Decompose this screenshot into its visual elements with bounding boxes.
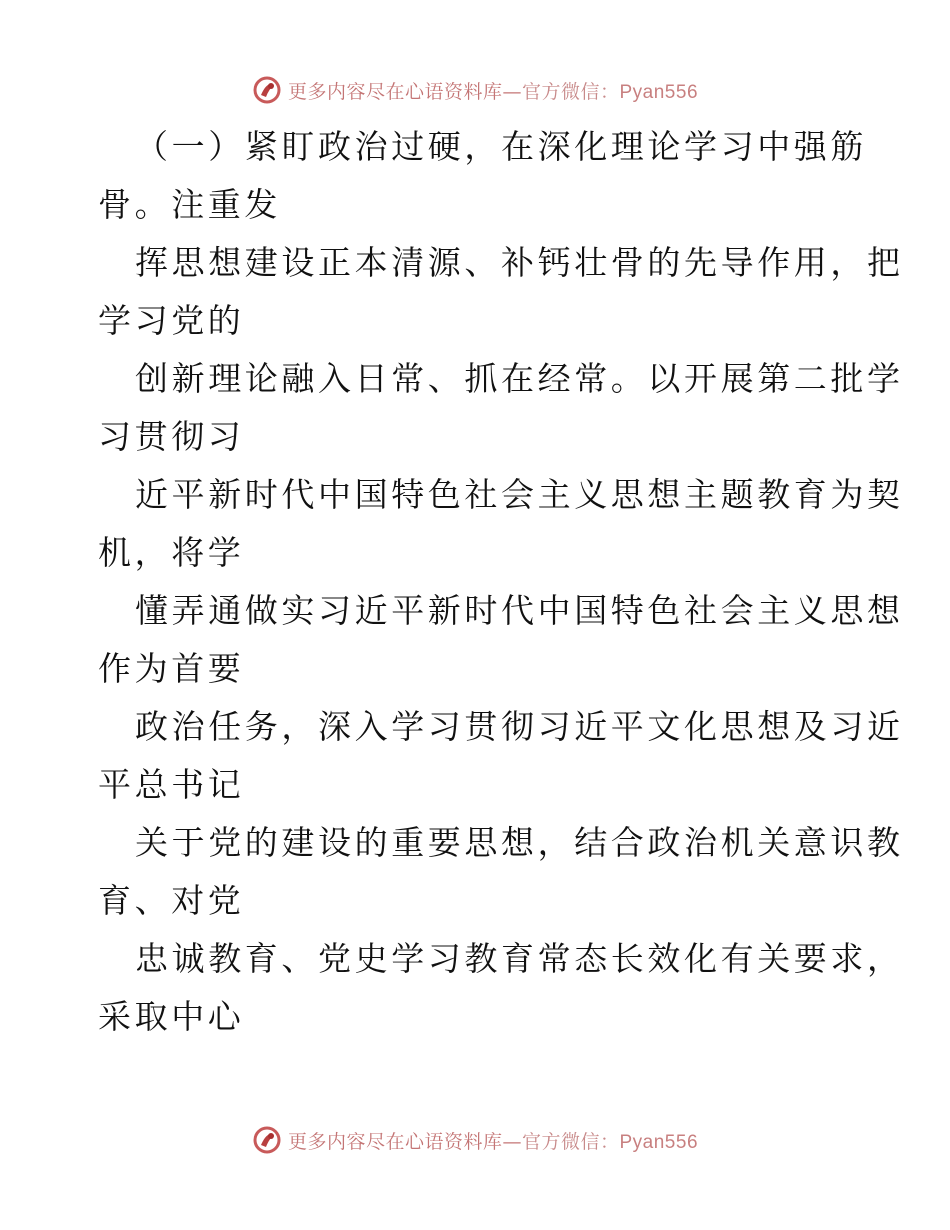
text-line: 关于党的建设的重要思想，结合政治机关意识教 [135, 823, 904, 862]
text-line: 骨。注重发 [98, 185, 281, 224]
text-line: 创新理论融入日常、抓在经常。以开展第二批学 [135, 359, 904, 398]
text-line: 机，将学 [98, 533, 245, 572]
text-line: 挥思想建设正本清源、补钙壮骨的先导作用，把 [135, 243, 904, 282]
text-line: 育、对党 [98, 881, 245, 920]
footer-watermark [0, 1120, 950, 1160]
header-watermark [0, 70, 950, 110]
text-line: 习贯彻习 [98, 417, 245, 456]
text-line: 懂弄通做实习近平新时代中国特色社会主义思想 [135, 591, 904, 630]
watermark-text: 更多内容尽在心语资料库—官方微信：Pyan556 [287, 80, 699, 103]
text-line: 近平新时代中国特色社会主义思想主题教育为契 [135, 475, 904, 514]
red-swirl-logo-icon [252, 75, 282, 105]
text-line: 政治任务，深入学习贯彻习近平文化思想及习近 [135, 707, 904, 746]
text-line: 学习党的 [98, 301, 245, 340]
watermark-text: 更多内容尽在心语资料库—官方微信：Pyan556 [287, 1130, 699, 1153]
text-line: （一）紧盯政治过硬，在深化理论学习中强筋 [135, 127, 867, 166]
text-line: 作为首要 [98, 649, 245, 688]
text-line: 忠诚教育、党史学习教育常态长效化有关要求， [135, 939, 904, 978]
text-line: 平总书记 [98, 765, 245, 804]
document-body [98, 118, 904, 1046]
red-swirl-logo-icon [252, 1125, 282, 1155]
text-line: 采取中心 [98, 997, 245, 1036]
